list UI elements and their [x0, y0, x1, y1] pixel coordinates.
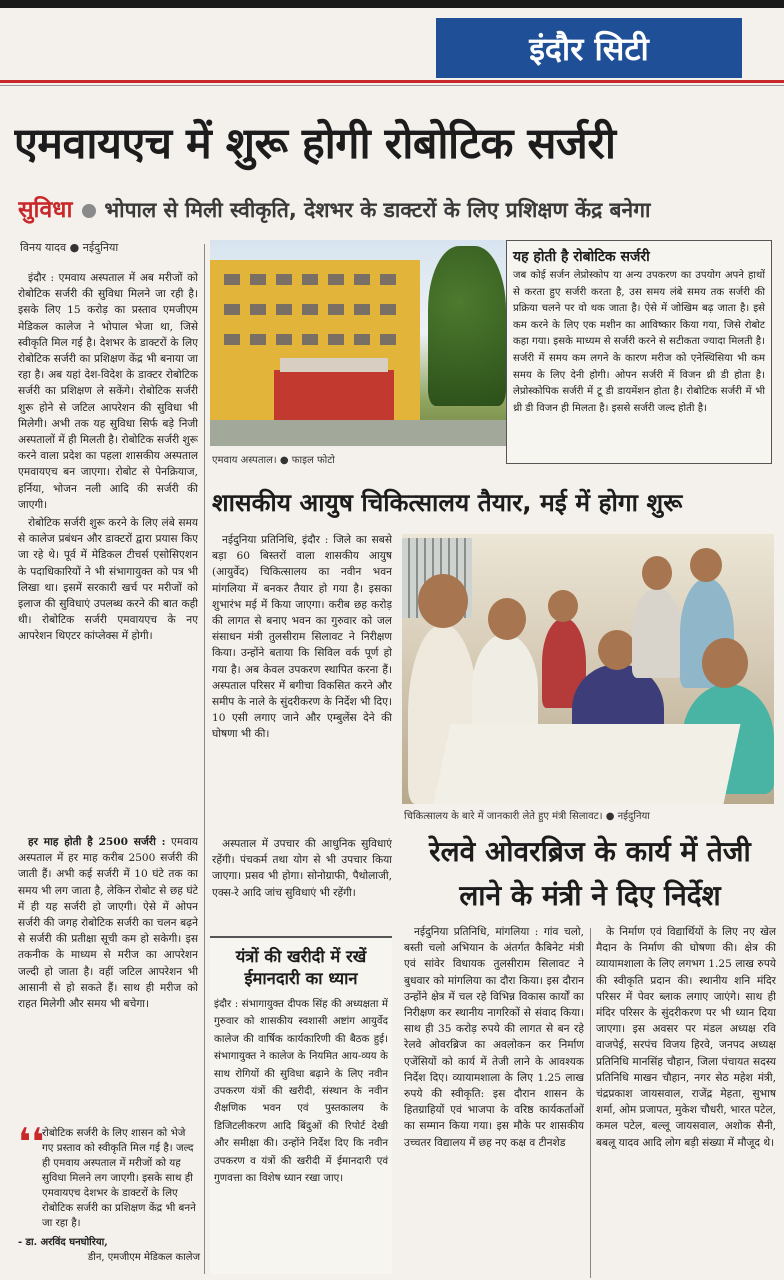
story3-headline: रेलवे ओवरब्रिज के कार्य में तेजी लाने के मंत्री ने दिए निर्देश [429, 835, 751, 912]
person-graphic [632, 588, 682, 678]
section-tag: इंदौर सिटी [436, 18, 742, 78]
column-divider [204, 244, 205, 1274]
quote-mark-icon: ❛❛ [18, 1120, 45, 1164]
story1-paragraph: इंदौर : एमवाय अस्पताल में अब मरीजों को रोबोटिक सर्जरी की सुविधा मिलने जा रही है। इसके लिए 15 करोड़ का प्रस्ताव एमजीएम मेडिकल कालेज ने भोपाल भेजा था, जिसे स्वीकृति मिल गई है। देशभर के डाक्टरों के लिए रोबोटिक सर्जरी का प्रशिक्षण केंद्र भी बनाया जा रहा है। अब यहां देश-विदेश के डाक्टर रोबोटिक सर्जरी का प्रशिक्षण ले सकेंगे। रोबोटिक सर्जरी शुरू होने से जटिल आपरेशन की सुविधा भी मिलेगी। अभी तक यह सुविधा सिर्फ बड़े निजी अस्पतालों में ही मिलती है। रोबोटिक सर्जरी शुरू करने वाला प्रदेश का पहला शासकीय अस्पताल एमवायएच बन जाएगा। रोबोट से पेनक्रियाज, हर्निया, भोजन नली आदि की सर्जरी की जाएगी। [18, 272, 198, 511]
entrance-sign-graphic [280, 358, 388, 372]
tree-graphic [428, 246, 506, 406]
quote-text: रोबोटिक सर्जरी के लिए शासन को भेजे गए प्रस्ताव को स्वीकृति मिल गई है। जल्द ही एमवाय अस्पताल में मरीजों को यह सुविधा मिलने लग जाएगी। इसके साथ ही एमवायएच देशभर के डाक्टरों के लिए रोबोटिक सर्जरी का प्रशिक्षण केंद्र भी बनने जा रहा है। [42, 1127, 196, 1229]
person-head-graphic [690, 548, 722, 582]
brief-title: यंत्रों की खरीदी में रखें ईमानदारी का ध्यान [235, 947, 367, 988]
story1-column [18, 270, 198, 818]
story1-column-continued [18, 834, 198, 1126]
sidebox-body: जब कोई सर्जन लेप्रोस्कोप या अन्य उपकरण का उपयोग अपने हाथों से करता हुए सर्जरी करता है, उस समय लंबे समय तक सर्जरी की प्रक्रिया चलने पर वो थक जाता है। ऐसे में जोखिम बढ़ जाता है। इसे कम करने के लिए एक मशीन का आविष्कार किया गया, जिसे रोबोट कहा गया। इसके माध्यम से सर्जरी करने से सटीकता ज्यादा मिलती है। सर्जरी में समय कम लगने के कारण मरीज को एनेस्थिसिया भी कम समय के लिए देनी होगी। ओपन सर्जरी में विजन थ्री डी होता है। लेप्रोस्कोपिक सर्जरी में टू डी डायमेंशन होता है। रोबोटिक सर्जरी में भी थ्री डी विजन ही मिलता है। इससे सर्जरी जल्द होती है। [513, 270, 765, 414]
blueprint-table-graphic [433, 724, 740, 804]
story2-paragraph: नईदुनिया प्रतिनिधि, इंदौर : जिले का सबसे बड़ा 60 बिस्तरों वाला शासकीय आयुष (आयुर्वेद) चिकित्सालय का नवीन भवन मांगलिया में बनकर तैयार हो गया है। इसका शुभारंभ मई में किया जाएगा। करीब छह करोड़ की लागत से बनाए भवन का गुरुवार को जल संसाधन मंत्री तुलसीराम सिलावट ने निरीक्षण किया। उन्होंने बताया कि सिविल वर्क पूर्ण हो गया है। अब केवल उपकरण स्थापित करना हैं। अस्पताल परिसर में बगीचा विकसित करने और समीप के नाले के सुंदरीकरण के निर्देश भी दिए। 10 एसी लगाए जाने और एम्बुलेंस देने की घोषणा भी की। [212, 534, 392, 741]
person-head-graphic [598, 630, 636, 670]
photo2-caption: चिकित्सालय के बारे में जानकारी लेते हुए मंत्री सिलावट। ● नईदुनिया [404, 811, 650, 822]
deck [18, 192, 778, 232]
deck-text: भोपाल से मिली स्वीकृति, देशभर के डाक्टरों के लिए प्रशिक्षण केंद्र बनेगा [104, 198, 651, 222]
story1-subhead: हर माह होती है 2500 सर्जरी : [28, 836, 166, 848]
minister-photo [402, 534, 774, 804]
person-head-graphic [702, 638, 748, 688]
brief-body: इंदौर : संभागायुक्त दीपक सिंह की अध्यक्षता में गुरुवार को शासकीय स्वशासी अष्टांग आयुर्वेद कालेज की वार्षिक कार्यकारिणी की बैठक हुई। संभागायुक्त ने कालेज के नियमित आय-व्यय के साथ रोगियों की सुविधा बढ़ाने के लिए नवीन उपकरण यंत्रों की खरीदी, संस्थान के नवीन शैक्षणिक भवन एवं पुस्तकालय के डिजिटलीकरण आदि बिंदुओं की रिपोर्ट देखी और समीक्षा की। उन्होंने निर्देश दिए कि नवीन उपकरण व यंत्रों की खरीदी में ईमानदारी एवं गुणवत्ता का विशेष ध्यान रखा जाए। [214, 999, 388, 1185]
person-head-graphic [488, 598, 526, 640]
person-head-graphic [418, 574, 468, 628]
photo1-caption: एमवाय अस्पताल। ● फाइल फोटो [212, 455, 335, 466]
bullet-icon [82, 204, 96, 218]
story3-paragraph: नईदुनिया प्रतिनिधि, मांगलिया : गांव चलो, बस्ती चलो अभियान के अंतर्गत कैबिनेट मंत्री एवं सांवेर विधायक तुलसीराम सिलावट ने बुधवार को मांगलिया का दौरा किया। इस दौरान उन्होंने क्षेत्र में चल रहे विभिन्न विकास कार्यों का निरीक्षण कर स्थानीय नागरिकों से संवाद किया। साथ ही 35 करोड़ रुपये की लागत से बन रहे रेलवे ओवरब्रिज का अवलोकन कर निर्माण एजेंसियों को कार्य में तेजी लाने के आवश्यक निर्देश दिए। व्यायामशाला के लिए 1.25 लाख रुपये की स्वीकृति: इस दौरान शासन के हितग्राहियों एवं भाजपा के वरिष्ठ कार्यकर्ताओं का सम्मान किया गया। इस मौके पर शासकीय उच्चतर विद्यालय में छह नए कक्ष व टीनशेड [404, 926, 584, 1149]
info-sidebox [506, 240, 772, 464]
news-brief-box [210, 936, 392, 1274]
sidebox-title: यह होती है रोबोटिक सर्जरी [513, 249, 650, 265]
story2-column-continued [212, 836, 392, 930]
pull-quote [18, 1120, 200, 1274]
header-rule [0, 80, 784, 83]
newspaper-page [0, 8, 784, 1280]
hospital-photo [210, 240, 506, 446]
story2-column [212, 532, 392, 838]
column-divider [590, 928, 591, 1278]
quote-signature: - डा. अरविंद घनघोरिया, [18, 1237, 108, 1248]
story3-column-b [596, 924, 776, 1278]
ground-graphic [210, 420, 506, 446]
person-head-graphic [548, 590, 578, 622]
person-head-graphic [642, 556, 672, 590]
quote-designation: डीन, एमजीएम मेडिकल कालेज [87, 1252, 200, 1263]
story1-paragraph: रोबोटिक सर्जरी शुरू करने के लिए लंबे समय से कालेज प्रबंधन और डाक्टरों द्वारा प्रयास किए जा रहे थे। पूर्व में मेडिकल टीचर्स एसोसिएशन के पदाधिकारियों ने भी संभागायुक्त को पत्र भी लिखा था। इसमें सरकारी खर्च पर मरीजों को इलाज की सुविधाएं उपलब्ध करने की बात कही थी। रोबोटिक सर्जरी एमवायएच के नए आपरेशन थिएटर कांप्लेक्स में होगी। [18, 517, 198, 643]
story3-paragraph: के निर्माण एवं विद्यार्थियों के लिए नए खेल मैदान के निर्माण की घोषणा की। क्षेत्र की व्यायामशाला के लिए लगभग 1.25 लाख रुपये की स्वीकृति प्रदान की। स्थानीय शनि मंदिर परिसर में पेवर ब्लाक लगाए जाएंगे। साथ ही मंदिर परिसर के सुंदरीकरण पर भी ध्यान दिया जाएगा। इस अवसर पर मंडल अध्यक्ष रवि वाजपेई, सरपंच विजय हिरवे, जनपद अध्यक्ष प्रतिनिधि मानसिंह चौहान, जिला पंचायत सदस्य प्रतिनिधि माखन चौहान, नगर सेठ महेश मंत्री, चंद्रप्रकाश जायसवाल, राजेंद्र मेहता, सुभाष शर्मा, ओम प्रजापत, मुकेश चौधरी, भारत पटेल, कमल पटेल, बल्लू जायसवाल, अशोक सैनी, बबलू यादव आदि लोग बड़ी संख्या में मौजूद थे। [596, 926, 776, 1149]
header-rule-thin [0, 85, 784, 86]
deck-kicker: सुविधा [18, 197, 73, 223]
page-header [0, 8, 784, 88]
story3-column-a [404, 924, 584, 1278]
story2-headline: शासकीय आयुष चिकित्सालय तैयार, मई में होगा शुरू [212, 488, 683, 517]
byline: विनय यादव ● नईदुनिया [20, 241, 119, 254]
main-headline: एमवायएच में शुरू होगी रोबोटिक सर्जरी [14, 119, 616, 169]
story2-paragraph: अस्पताल में उपचार की आधुनिक सुविधाएं रहेंगी। पंचकर्म तथा योग से भी उपचार किया जाएगा। प्रसव भी होगा। सोनोग्राफी, पैथोलाजी, एक्स-रे आदि जांच सुविधाएं भी रहेंगी। [212, 838, 392, 899]
story1-paragraph: एमवाय अस्पताल में हर माह करीब 2500 सर्जरी की जाती हैं। अभी कई सर्जरी में 10 घंटे तक का समय भी लग जाता है, लेकिन रोबोट से छह घंटे में ही यह सर्जरी हो जाएगी। ऐसे में ओपन सर्जरी की जगह रोबोटिक सर्जरी का चलन बढ़ने से सर्जरी की प्रतीक्षा सूची कम हो सकेगी। इस तकनीक के माध्यम से मरीज का आपरेशन जल्दी हो जाता है। वहीं जटिल आपरेशन भी आसानी से हो सकते हैं। साथ ही मरीज को राहत मिलेगी और समय भी बचेगा। [18, 836, 198, 1011]
